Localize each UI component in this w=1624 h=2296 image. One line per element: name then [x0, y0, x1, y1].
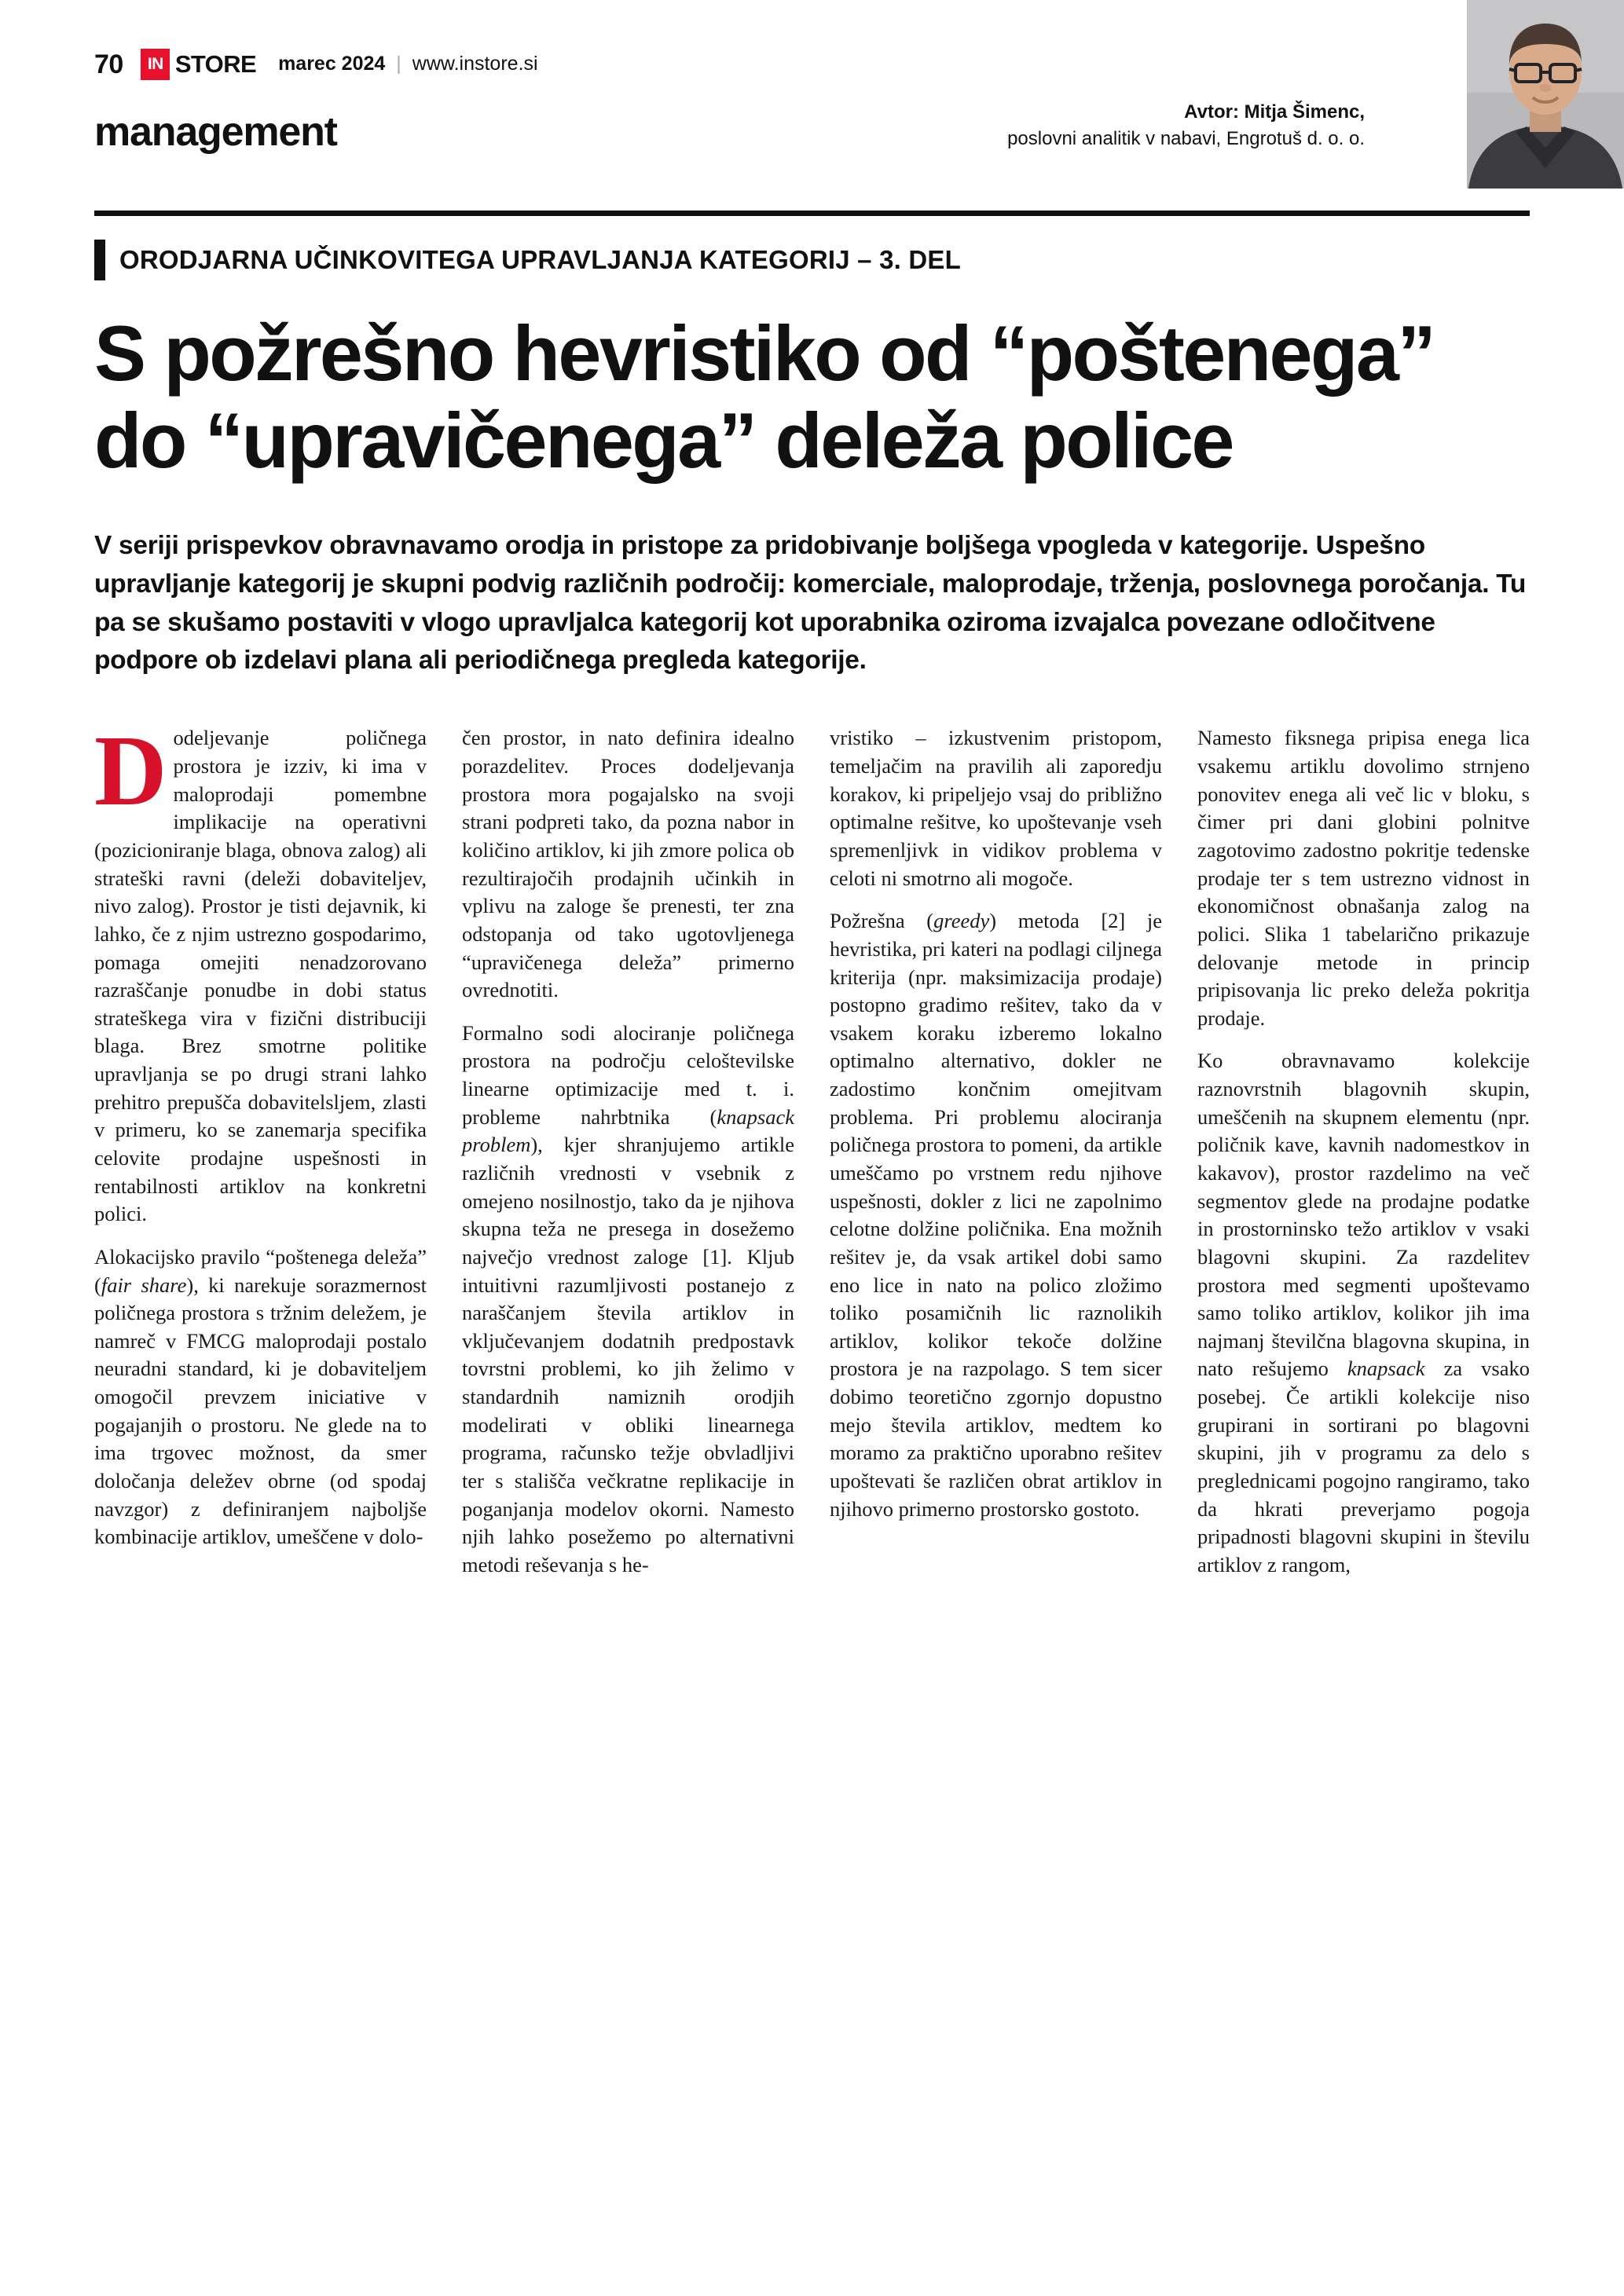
paragraph-text: Ko obravnavamo kolekcije raznovrstnih blagovnih skupin, umeščenih na skupnem elementu (npr. poličnik kave, kavnih nadomestkov in kakavov), prostor razdelimo na več segmentov glede na prodajne podatke in prostorninsko težo artiklov v vsaki blagovni skupini. Za razdelitev prostora med segmenti upoštevamo samo toliko artiklov, kolikor jih ima najmanj številčna blagovna skupina, in nato rešujemo knapsack za vsako posebej. Če artikli kolekcije niso grupirani in sortirani po blagovni skupini, jih v programu za delo s preglednicami pogojno rangiramo, tako da hkrati preverjamo pogoja pripadnosti blagovni skupini in številu artiklov z rangom,: [1197, 1049, 1530, 1576]
paragraph: [1197, 724, 1530, 1032]
body-column-2: [462, 724, 794, 1579]
paragraph-text: Namesto fiksnega pripisa enega lica vsakemu artiklu dovolimo strnjeno ponovitev enega ali več lic v bloku, s čimer pri dani globini polnitve zagotovimo zadostno pokritje tedenske prodaje ter s tem ustrezno vidnost in ekonomičnost obnašanja zalog na polici. Slika 1 tabelarično prikazuje delovanje metode in princip pripisovanja lic preko deleža pokritja prodaje.: [1197, 726, 1530, 1030]
masthead-rule: [94, 211, 1530, 216]
page-title: S požrešno hevristiko od “poštenega” do “upravičenega” deleža police: [94, 309, 1435, 484]
byline: [1007, 99, 1530, 156]
paragraph: [830, 724, 1162, 892]
kicker-text: ORODJARNA UČINKOVITEGA UPRAVLJANJA KATEGORIJ – 3. DEL: [119, 245, 961, 274]
paragraph: [462, 1020, 794, 1580]
byline-author: Avtor: Mitja Šimenc,: [1184, 101, 1365, 123]
logo-store-text: STORE: [174, 50, 257, 78]
paragraph-text: Formalno sodi alociranje poličnega prostora na področju celoštevilske linearne optimizacije med t. i. probleme nahrbtnika (knapsack problem), kjer shranjujemo artikle različnih vrednosti v vsebnik z omejeno nosilnostjo, tako da je njihova skupna teža ne presega in dosežemo največjo vrednost zaloge [1]. Kljub intuitivni razumljivosti postanejo z naraščanjem števila artiklov in vključevanjem dodatnih predpostavk tovrstni problemi, ko jih želimo v standardnih namiznih orodjih modelirati v obliki linearnega programa, računsko težje obvladljivi ter s stališča večkratne replikacije in poganjanja modelov okorni. Namesto njih lahko posežemo po alternativni metodi reševanja s he-: [462, 1020, 794, 1576]
paragraph: [830, 907, 1162, 1523]
body-column-4: [1197, 724, 1530, 1579]
paragraph: [462, 724, 794, 1004]
kicker-accent-bar: [94, 240, 105, 280]
author-photo: [1467, 0, 1624, 189]
lead-paragraph: V seriji prispevkov obravnavamo orodja in pristope za pridobivanje boljšega vpogleda v kategorije. Uspešno upravljanje kategorij je skupni podvig različnih področij: komerciale, maloprodaje, trženja, poslovnega poročanja. Tu pa se skušamo postaviti v vlogo upravljalca kategorij kot uporabnika oziroma izvajalca povezane odločitvene podpore ob izdelavi plana ali periodičnega pregleda kategorije.: [94, 530, 1527, 676]
paragraph-text: odeljevanje poličnega prostora je izziv, ki ima v maloprodaji pomembne implikacije na operativni (pozicioniranje blaga, obnova zalog) ali strateški ravni (deleži dobaviteljev, nivo zalog). Prostor je tisti dejavnik, ki lahko, če z njim ustrezno gospodarimo, pomaga omejiti nenadzorovano razraščanje ponudbe in dobi status strateškega vira v fizični distribuciji blaga. Brez smotrne politike upravljanja se po drugi strani lahko prehitro prepušča dobavitelsljem, zlasti v primeru, ko se zanemarja specifika celovite prodajne uspešnosti in rentabilnosti artiklov na konkretni polici.: [94, 726, 427, 1226]
section-title: management: [94, 109, 337, 156]
logo-in-badge: IN: [141, 49, 170, 80]
body-column-3: [830, 724, 1162, 1579]
paragraph: [94, 715, 427, 1229]
byline-role: poslovni analitik v nabavi, Engrotuš d. o. o.: [1007, 128, 1365, 150]
paragraph-text: vristiko – izkustvenim pristopom, temeljačim na pravilih ali zaporedju korakov, ki pripeljejo vsaj do približno optimalne rešitve, ko upoštevanje vseh spremenljivk in vidikov problema v celoti ni smotrno ali mogoče.: [830, 726, 1162, 890]
instore-logo: [141, 49, 266, 80]
meta-separator: |: [396, 52, 401, 75]
paragraph: [94, 1243, 427, 1551]
issue-date: marec 2024: [278, 52, 386, 75]
paragraph-text: Alokacijsko pravilo “poštenega deleža” (fair share), ki narekuje sorazmernost poličnega prostora s tržnim deležem, je namreč v FMCG maloprodaji postalo neuradni standard, ki je dobaviteljem omogočil prevzem iniciative v pogajanjih o prostoru. Ne glede na to ima trgovec možnost, da smer določanja deležev obrne (od spodaj navzgor) z definiranjem najboljše kombinacije artiklov, umeščene v dolo-: [94, 1244, 427, 1549]
masthead: [0, 0, 1624, 196]
kicker-row: [94, 240, 1530, 280]
drop-cap: D: [94, 715, 167, 827]
page-number: 70: [94, 49, 123, 79]
paragraph-text: Požrešna (greedy) metoda [2] je hevristika, pri kateri na podlagi ciljnega kriterija (npr. maksimizacija prodaje) postopno gradimo rešitev, tako da v vsakem koraku izberemo lokalno optimalno alternativo, dokler ne zadostimo končnim omejitvam problema. Pri problemu alociranja poličnega prostora to pomeni, da artikle umeščamo po vrstnem redu njihove uspešnosti, dokler z lici ne zapolnimo celotne dolžine poličnika. Ena možnih rešitev je, da vsak artikel dobi samo eno lice in nato na polico zložimo toliko posamičnih lic raznolikih artiklov, kolikor tekoče dolžine prostora je na razpolago. S tem sicer dobimo teoretično zgornjo dopustno mejo števila artiklov, medtem ko moramo za praktično uporabno rešitev upoštevati še različen obrat artiklov in njihovo primerno prostorsko gostoto.: [830, 909, 1162, 1521]
article-body: [94, 715, 1530, 1579]
masthead-top-row: [94, 0, 1530, 80]
masthead-meta: [278, 53, 538, 77]
paragraph: [1197, 1047, 1530, 1579]
masthead-bottom-row: [94, 99, 1530, 156]
paragraph-text: čen prostor, in nato definira idealno porazdelitev. Proces dodeljevanja prostora mora pogajalsko na svoji strani podpreti tako, da pozna nabor in količino artiklov, ki jih zmore polica ob rezultirajočih prodajnih učinkih in vplivu na zaloge še prenesti, ter zna odstopanja od tako ugotovljenega “upravičenega deleža” primerno ovrednotiti.: [462, 726, 794, 1002]
body-column-1: [94, 715, 427, 1579]
website-url[interactable]: www.instore.si: [412, 52, 538, 75]
